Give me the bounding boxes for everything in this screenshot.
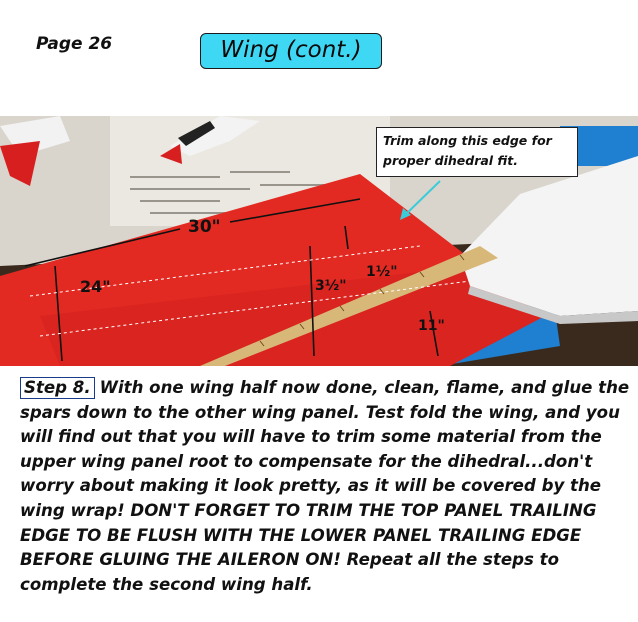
dimension-label-1-half: 1½" <box>366 264 398 280</box>
callout-line-2: proper dihedral fit. <box>383 153 518 168</box>
dimension-label-24: 24" <box>80 277 111 296</box>
photo-callout <box>376 127 578 177</box>
callout-line-1: Trim along this edge for <box>383 133 552 148</box>
step-label: Step 8. <box>20 377 95 399</box>
instruction-text <box>20 376 630 597</box>
dimension-label-11: 11" <box>418 318 445 334</box>
step-body: With one wing half now done, clean, flame, and glue the spars down to the other wing panel. Test fold the wing, and you will find out that you will have to trim some material from the upper wing panel root to compensate for the dihedral...don't worry about making it look pretty, as it will be covered by the wing wrap! DON'T FORGET TO TRIM THE TOP PANEL TRAILING EDGE TO BE FLUSH WITH THE LOWER PANEL TRAILING EDGE BEFORE GLUING THE AILERON ON! Repeat all the steps to complete the second wing half. <box>20 378 630 594</box>
page-title: Wing (cont.) <box>200 33 382 69</box>
page-number: Page 26 <box>36 34 113 54</box>
dimension-label-3-half: 3½" <box>315 278 347 294</box>
dimension-label-30: 30" <box>188 217 221 237</box>
